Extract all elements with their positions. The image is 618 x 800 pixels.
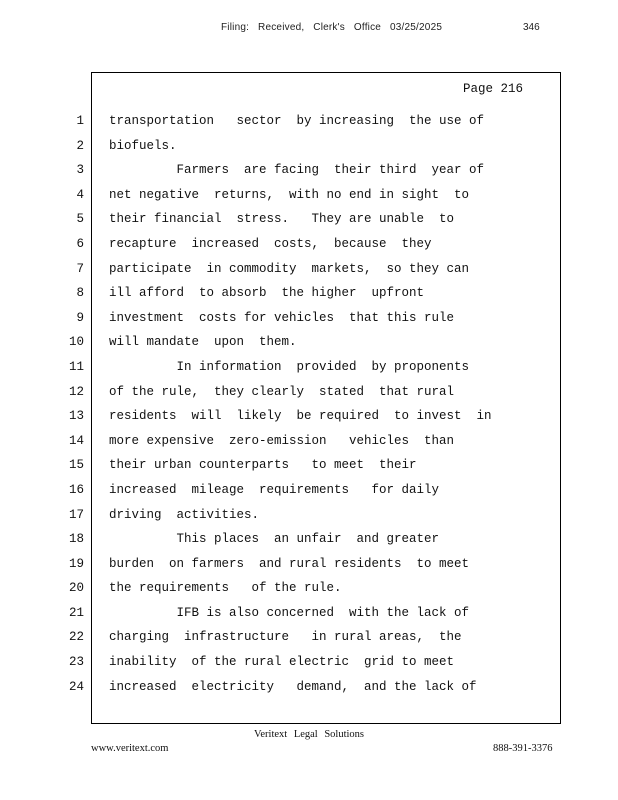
transcript-line: their financial stress. They are unable to <box>109 212 455 227</box>
transcript-line: their urban counterparts to meet their <box>109 458 417 473</box>
transcript-line: increased electricity demand, and the lack of <box>109 679 477 694</box>
transcript-line: more expensive zero-emission vehicles than <box>109 433 455 448</box>
transcript-line: Farmers are facing their third year of <box>109 163 485 178</box>
transcript-page-label: Page 216 <box>463 82 524 96</box>
line-number: 22 <box>68 630 84 645</box>
line-number: 13 <box>68 409 84 424</box>
line-number: 7 <box>76 261 84 276</box>
transcript-line: ill afford to absorb the higher upfront <box>109 286 425 301</box>
transcript-line: participate in commodity markets, so they can <box>109 261 470 276</box>
line-number: 21 <box>68 605 84 620</box>
line-number: 3 <box>76 163 84 178</box>
footer-company: Veritext Legal Solutions <box>253 729 365 740</box>
transcript-line: biofuels. <box>109 138 177 153</box>
line-number: 4 <box>76 187 84 202</box>
line-number: 6 <box>76 236 84 251</box>
line-number: 12 <box>68 384 84 399</box>
line-number: 8 <box>76 286 84 301</box>
transcript-line: recapture increased costs, because they <box>109 236 432 251</box>
line-number: 11 <box>68 359 84 374</box>
line-number: 16 <box>68 482 84 497</box>
transcript-line: IFB is also concerned with the lack of <box>109 605 470 620</box>
transcript-line: This places an unfair and greater <box>109 532 440 547</box>
transcript-line: investment costs for vehicles that this rule <box>109 310 455 325</box>
footer-phone: 888-391-3376 <box>493 743 553 754</box>
line-number: 20 <box>68 581 84 596</box>
transcript-line: of the rule, they clearly stated that rural <box>109 384 455 399</box>
transcript-line: increased mileage requirements for daily <box>109 482 440 497</box>
footer-website: www.veritext.com <box>91 743 169 754</box>
line-number: 23 <box>68 655 84 670</box>
transcript-line: transportation sector by increasing the use of <box>109 114 485 128</box>
filing-stamp: Filing: Received, Clerk's Office 03/25/2025 <box>221 22 443 33</box>
line-number: 10 <box>68 335 84 350</box>
line-number: 9 <box>76 310 84 325</box>
line-number-column <box>60 112 84 702</box>
transcript-line: burden on farmers and rural residents to meet <box>109 556 470 571</box>
line-number: 14 <box>68 433 84 448</box>
transcript-line: the requirements of the rule. <box>109 581 342 596</box>
transcript-text-column <box>109 112 539 702</box>
line-number: 5 <box>76 212 84 227</box>
transcript-line: charging infrastructure in rural areas, the <box>109 630 462 645</box>
filing-header <box>0 22 618 38</box>
transcript-line: net negative returns, with no end in sight to <box>109 187 470 202</box>
line-number: 18 <box>68 532 84 547</box>
line-number: 2 <box>76 138 84 153</box>
transcript-line: In information provided by proponents <box>109 359 470 374</box>
line-number: 15 <box>68 458 84 473</box>
line-number: 24 <box>68 679 84 694</box>
transcript-line: driving activities. <box>109 507 260 522</box>
line-number: 1 <box>76 114 84 128</box>
line-number: 19 <box>68 556 84 571</box>
transcript-line: will mandate upon them. <box>109 335 297 350</box>
line-number: 17 <box>68 507 84 522</box>
transcript-line: residents will likely be required to invest in <box>109 409 492 424</box>
document-page-number: 346 <box>523 22 540 33</box>
transcript-line: inability of the rural electric grid to meet <box>109 655 455 670</box>
